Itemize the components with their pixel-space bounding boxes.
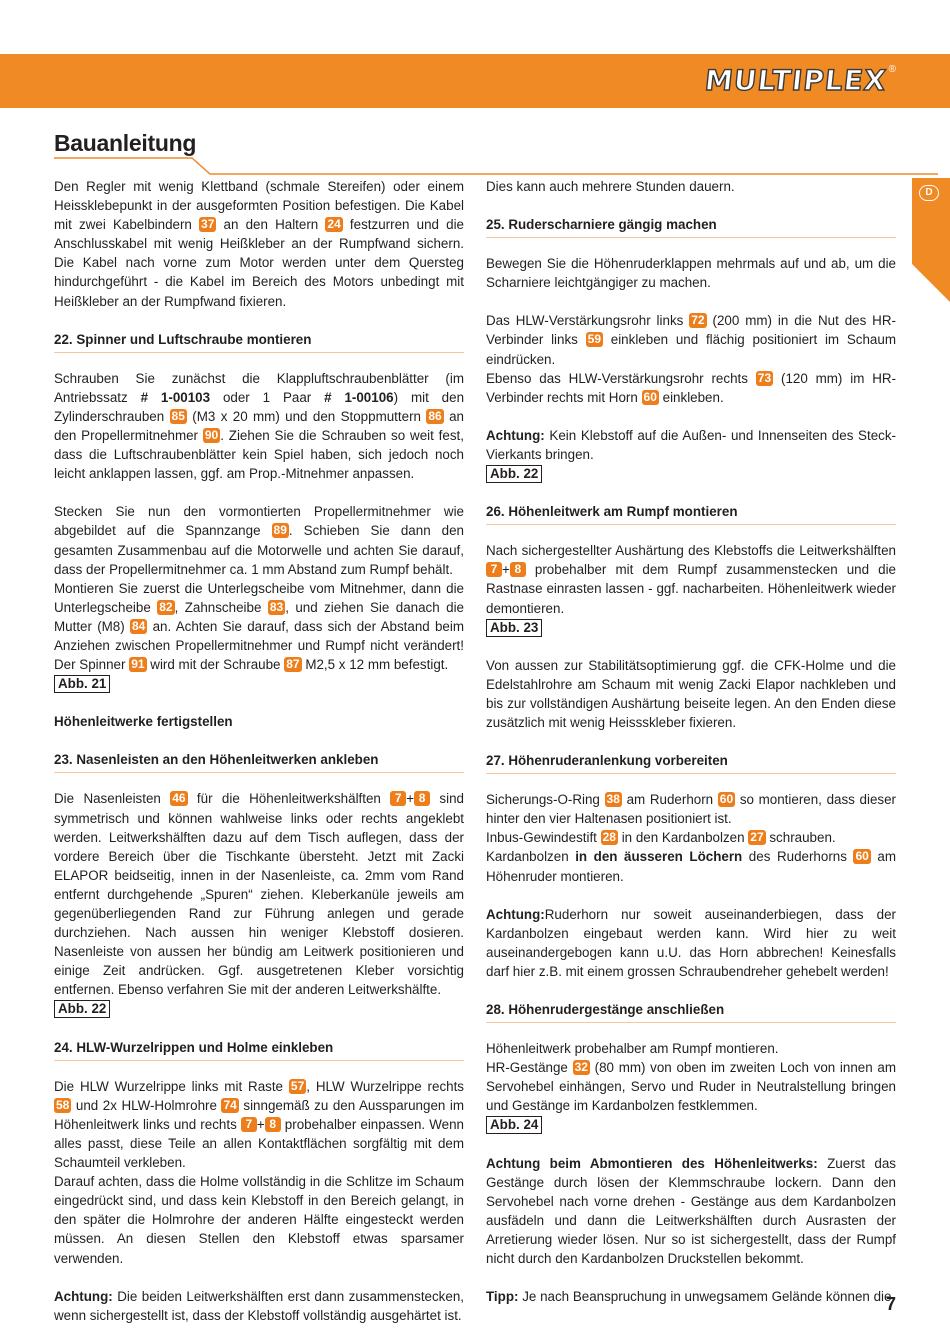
text-span: sinngemäß zu den Aussparungen im Höhenleitwerk links und rechts <box>54 1097 464 1132</box>
text-span: , Zahnscheibe <box>174 599 268 615</box>
part-badge: 60 <box>855 849 869 864</box>
text-span: Stecken Sie nun den vormontierten Propellermitnehmer wie abgebildet auf die Spannzange <box>54 504 464 539</box>
part-badge: 87 <box>286 657 300 672</box>
section-22-paragraph <box>54 369 464 484</box>
part-badge: 82 <box>159 599 173 614</box>
figure-ref: Abb. 23 <box>486 619 542 637</box>
text-span: Achtung: <box>54 1288 113 1304</box>
part-badge: 84 <box>131 618 146 633</box>
warning-paragraph <box>486 1154 896 1269</box>
part-badge: 46 <box>172 791 186 806</box>
part-badge: 83 <box>269 599 284 614</box>
text-span: Die beiden Leitwerkshälften erst dann zusammenstecken, wenn sichergestellt ist, dass der Klebstoff vollständig ausgehärtet ist. <box>54 1288 464 1323</box>
section-28-heading: 28. Höhenrudergestänge anschließen <box>486 1000 896 1023</box>
language-badge: D <box>919 185 939 201</box>
intro-paragraph <box>54 177 464 311</box>
text-span: (80 mm) von oben im zweiten Loch von innen am Servohebel einhängen, Servo und Ruder in Neutralstellung bringen und Gestänge im Kardanbolzen festklemmen. <box>486 1060 896 1114</box>
text-span: (120 mm) im HR-Verbinder rechts mit Horn <box>486 370 896 405</box>
text-span: Den Regler mit wenig Klettband (schmale Stereifen) oder einem Heissklebepunkt in der ausgeformten Position befestigen. Die Kabel mit zwei Kabelbindern <box>54 179 464 233</box>
part-badge: 32 <box>574 1060 588 1075</box>
text-span: und 2x HLW-Holmrohre <box>71 1097 222 1113</box>
part-badge: 7 <box>486 562 502 577</box>
part-badge: 89 <box>273 523 287 538</box>
section-28-paragraph <box>486 1058 896 1115</box>
page-number: 7 <box>885 1294 896 1314</box>
part-badge: 37 <box>201 217 215 232</box>
section-24-paragraph <box>54 1077 464 1172</box>
tip-paragraph <box>486 1287 896 1306</box>
text-span: (M3 x 20 mm) und den Stoppmuttern <box>186 408 427 424</box>
registered-mark: ® <box>888 64 896 75</box>
right-column <box>486 177 896 1306</box>
multiplex-logo: MULTIPLEX <box>702 64 888 97</box>
text-span: Nach sichergestellter Aushärtung des Klebstoffs die Leitwerkshälften <box>486 543 896 559</box>
part-badge: 85 <box>171 408 185 423</box>
part-badge: 38 <box>606 792 620 807</box>
text-span: M2,5 x 12 mm befestigt. <box>301 657 449 673</box>
section-26-paragraph: Von aussen zur Stabilitätsoptimierung ggf. die CFK-Holme und die Edelstahlrohre am Schaum mit wenig Zacki Elapor nachkleben und bis zur vollständigen Aushärtung beiseite legen. An den Enden diese zusätzlich mit wenig Heissskleber fixieren. <box>486 657 896 730</box>
text-span: einkleben und flächig positioniert im Schaum eindrücken. <box>486 332 896 367</box>
section-22-paragraph <box>54 579 464 674</box>
part-badge: 24 <box>327 217 341 232</box>
section-26-heading: 26. Höhenleitwerk am Rumpf montieren <box>486 502 896 525</box>
text-span: . Ziehen Sie die Schrauben so weit fest, dass die Luftschraubenblätter kein Spiel haben, sich jedoch noch leicht anklappen lassen, ggf. am Prop.-Mitnehmer anpassen. <box>54 428 464 482</box>
text-span: + <box>406 791 415 807</box>
text-span: Kardanbolzen <box>486 849 576 865</box>
text-span: Die Nasenleisten <box>54 791 171 807</box>
figure-ref: Abb. 24 <box>486 1116 542 1134</box>
text-span: Die HLW Wurzelrippe links mit Raste <box>54 1078 289 1094</box>
part-badge: 28 <box>602 830 616 845</box>
part-badge: 73 <box>757 370 772 385</box>
section-25-heading: 25. Ruderscharniere gängig machen <box>486 215 896 238</box>
section-27-heading: 27. Höhenruderanlenkung vorbereiten <box>486 751 896 774</box>
section-25-paragraph: Bewegen Sie die Höhenruderklappen mehrmals auf und ab, um die Scharniere leichtgängiger zu machen. <box>486 256 896 291</box>
section-heading: Höhenleitwerke fertigstellen <box>54 714 233 730</box>
text-span: HR-Gestänge <box>486 1060 573 1076</box>
text-span: Schrauben Sie zunächst die Klappluftschraubenblätter (im Antriebssatz <box>54 370 464 405</box>
text-span: sind symmetrisch und können wahlweise links oder rechts angeklebt werden. Leitwerkshälften dazu auf dem Tisch auflegen, dass der vordere Bereich über die Tischkante übersteht. Jetzt mit Zacki ELAPOR beidseitig, innen in der Nasenleiste, ca. 2mm vom Rand entfernt durchgehende „Spuren“ ziehen. Kleberkanüle jeweils am gegenüberliegenden Rand zur Führung anlegen und gerade durchziehen. Nach aussen hin weniger Klebstoff dosieren. Nasenleiste von aussen her bündig am Leitwerk positionieren und einige Zeit andrücken. Ggf. ausgetretenen Kleber vorsichtig entfernen. Ebenso verfahren Sie mit der anderen Leitwerkshälfte. <box>54 791 464 998</box>
text-span: am Ruderhorn <box>621 792 718 808</box>
text-span: Tipp: <box>486 1289 519 1305</box>
text-span: des Ruderhorns <box>742 849 854 865</box>
page-title: Bauanleitung <box>54 130 197 156</box>
text-span: Sicherungs-O-Ring <box>486 792 605 808</box>
text-span: in den äusseren Löchern <box>575 849 743 865</box>
section-27-paragraph <box>486 847 896 885</box>
part-badge: 86 <box>428 408 442 423</box>
part-badge: 74 <box>223 1097 237 1112</box>
section-22-heading: 22. Spinner und Luftschraube montieren <box>54 330 464 353</box>
text-span: Ruderhorn nur soweit auseinanderbiegen, dass der Kardanbolzen eingebaut werden kann. Wird hier zu weit auseinandergebogen kann u.U. das Horn abbrechen! Keinesfalls darf hier z.B. mit einem grossen Schraubendreher gehebelt werden! <box>486 906 896 979</box>
text-span: , HLW Wurzelrippe rechts <box>306 1078 464 1094</box>
text-span: Zuerst das Gestänge durch lösen der Klemmschraube lockern. Dann den Servohebel nach vorne drehen - Gestänge aus dem Kardanbolzen ausfädeln und dann die Leitwerkshälften durch Ausrasten der Arretierung wieder lösen. Nur so ist sichergestellt, dass der Rumpf nicht durch den Kardanbolzen Druckstellen bekommt. <box>486 1155 896 1267</box>
section-23-heading: 23. Nasenleisten an den Höhenleitwerken ankleben <box>54 750 464 773</box>
text-span: an den Propellermitnehmer <box>54 408 464 444</box>
text-span: Achtung: <box>486 906 545 922</box>
text-span: + <box>502 562 510 578</box>
text-span: festzurren und die Anschlusskabel mit wenig Heißkleber an der Rumpfwand sichern. Die Kabel nach vorne zum Motor werden unter dem Quersteg hindurchgeführt - die Kabel im Bereich des Motors unbedingt mit Heißkleber an der Rumpfwand fixieren. <box>54 217 464 309</box>
text-span: # 1-00103 <box>140 389 211 405</box>
warning-paragraph <box>486 905 896 981</box>
section-24-heading: 24. HLW-Wurzelrippen und Holme einkleben <box>54 1038 464 1061</box>
text-span: schrauben. <box>765 830 836 846</box>
text-span: wird mit der Schraube <box>146 657 285 673</box>
text-span: probehalber mit dem Rumpf zusammenstecken und die Rastnase einrasten lassen - ggf. nacharbeiten. Höhenleitwerk wieder demontieren. <box>486 562 896 616</box>
part-badge: 7 <box>241 1117 257 1132</box>
text-span: Achtung beim Abmontieren des Höhenleitwerks: <box>486 1155 818 1171</box>
part-badge: 90 <box>204 428 219 443</box>
text-span: + <box>256 1116 265 1132</box>
part-badge: 72 <box>691 313 705 328</box>
part-badge: 60 <box>643 389 657 404</box>
part-badge: 59 <box>587 332 601 347</box>
text-span: oder 1 Paar <box>210 389 325 405</box>
part-badge: 27 <box>750 830 764 845</box>
intro-paragraph: Dies kann auch mehrere Stunden dauern. <box>486 179 735 194</box>
text-span: (200 mm) in die Nut des HR-Verbinder links <box>486 313 896 348</box>
text-span: Ebenso das HLW-Verstärkungsrohr rechts <box>486 370 756 386</box>
part-badge: 57 <box>290 1078 305 1093</box>
warning-paragraph <box>486 426 896 464</box>
part-badge: 60 <box>719 792 734 807</box>
text-span: Inbus-Gewindestift <box>486 830 601 846</box>
text-span: Kein Klebstoff auf die Außen- und Innenseiten des Steck-Vierkants bringen. <box>486 427 896 462</box>
title-underline <box>54 156 938 176</box>
text-span: für die Höhenleitwerkshälften <box>187 791 391 807</box>
section-23-paragraph <box>54 789 464 999</box>
text-span: Je nach Beanspruchung in unwegsamem Gelände können die <box>518 1289 892 1305</box>
text-span: . Schieben Sie dann den gesamten Zusammenbau auf die Motorwelle und achten Sie darauf, dass der Propellermitnehmer ca. 1 mm Abstand zum Rumpf behält. <box>54 523 464 577</box>
text-span: # 1-00106 <box>324 389 394 405</box>
figure-ref: Abb. 22 <box>54 1000 110 1018</box>
part-badge: 91 <box>131 657 145 672</box>
text-span: probehalber einpassen. Wenn alles passt, diese Teile an allen Kontaktflächen sorgfältig mit dem Schaumteil verkleben. <box>54 1116 465 1171</box>
part-badge: 8 <box>265 1117 281 1132</box>
text-span: Das HLW-Verstärkungsrohr links <box>486 313 690 329</box>
section-22-paragraph <box>54 502 464 578</box>
text-span: so montieren, dass dieser hinter den vier Haltenasen positioniert ist. <box>486 792 896 827</box>
section-27-paragraph <box>486 790 896 828</box>
part-badge: 8 <box>414 791 430 806</box>
figure-ref: Abb. 21 <box>54 675 110 693</box>
section-27-paragraph <box>486 828 896 847</box>
text-span: einkleben. <box>658 389 724 405</box>
text-span: Montieren Sie zuerst die Unterlegscheibe vom Mitnehmer, dann die Unterlegscheibe <box>54 580 464 615</box>
figure-ref: Abb. 22 <box>486 465 542 483</box>
section-25-paragraph <box>486 369 896 407</box>
left-column <box>54 177 464 1325</box>
text-span: ) mit den Zylinderschrauben <box>54 389 465 424</box>
section-28-paragraph: Höhenleitwerk probehalber am Rumpf montieren. <box>486 1041 779 1057</box>
text-span: , und ziehen Sie danach die Mutter (M8) <box>54 599 465 634</box>
warning-paragraph <box>54 1287 464 1325</box>
text-span: in den Kardanbolzen <box>617 830 749 846</box>
part-badge: 7 <box>390 791 406 806</box>
text-span: an den Haltern <box>216 217 326 233</box>
section-24-paragraph: Darauf achten, dass die Holme vollständig in die Schlitze im Schaum eingedrückt sind, und dass kein Klebstoff in den Bereich gelangt, in den später die Holmrohre der anderen Hälfte eingesteckt werden müssen. An diesen Stellen den Klebstoff etwas sparsamer verwenden. <box>54 1174 464 1266</box>
text-span: am Höhenruder montieren. <box>486 849 897 884</box>
text-span: an. Achten Sie darauf, dass sich der Abstand beim Anziehen zwischen Propellermitnehmer und Rumpf nicht verändert! Der Spinner <box>54 618 464 673</box>
part-badge: 58 <box>56 1097 70 1112</box>
part-badge: 8 <box>510 562 526 577</box>
section-26-paragraph <box>486 541 896 617</box>
text-span: Achtung: <box>486 427 545 443</box>
section-25-paragraph <box>486 311 896 368</box>
